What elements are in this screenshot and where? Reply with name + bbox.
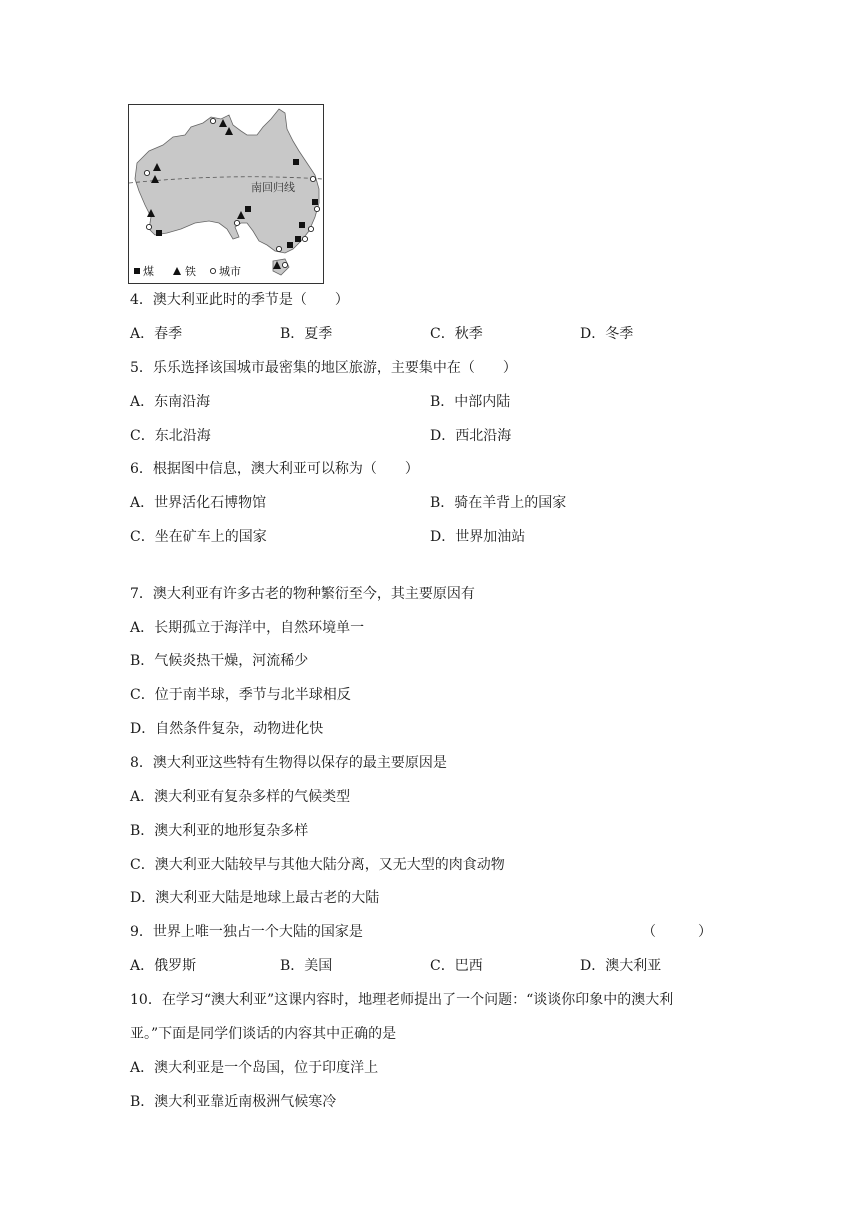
- q4-option-c[interactable]: C．秋季: [430, 326, 483, 342]
- question-10-stem-line2: 亚。”下面是同学们谈话的内容其中正确的是: [130, 1026, 397, 1042]
- coal-marker: [293, 159, 299, 165]
- city-marker: [234, 220, 239, 225]
- coal-marker: [156, 230, 162, 236]
- city-marker: [308, 226, 313, 231]
- city-marker: [310, 176, 315, 181]
- legend-city-label: 城市: [219, 265, 241, 278]
- q4-option-b[interactable]: B．夏季: [280, 326, 333, 342]
- q10-option-a[interactable]: A．澳大利亚是一个岛国，位于印度洋上: [130, 1060, 379, 1076]
- q5-option-c[interactable]: C．东北沿海: [130, 428, 211, 444]
- question-4-stem: 4．澳大利亚此时的季节是（ ）: [130, 292, 349, 308]
- coal-marker: [245, 206, 251, 212]
- q7-option-c[interactable]: C．位于南半球，季节与北半球相反: [130, 687, 351, 703]
- q4-option-d[interactable]: D．冬季: [580, 326, 634, 342]
- q6-option-d[interactable]: D．世界加油站: [430, 529, 526, 545]
- australia-resource-map: [128, 104, 324, 284]
- q7-option-d[interactable]: D．自然条件复杂，动物进化快: [130, 721, 324, 737]
- tropic-label: 南回归线: [251, 181, 295, 194]
- q9-option-c[interactable]: C．巴西: [430, 958, 483, 974]
- question-7-stem: 7．澳大利亚有许多古老的物种繁衍至今，其主要原因有: [130, 586, 475, 602]
- legend-coal-label: 煤: [143, 265, 154, 278]
- q4-option-a[interactable]: A．春季: [130, 326, 183, 342]
- q9-option-b[interactable]: B．美国: [280, 958, 333, 974]
- q10-option-b[interactable]: B．澳大利亚靠近南极洲气候寒冷: [130, 1094, 337, 1110]
- map-legend: [134, 264, 241, 278]
- coal-marker: [312, 199, 318, 205]
- q6-option-a[interactable]: A．世界活化石博物馆: [130, 495, 267, 511]
- q8-option-d[interactable]: D．澳大利亚大陆是地球上最古老的大陆: [130, 890, 380, 906]
- question-8-stem: 8．澳大利亚这些特有生物得以保存的最主要原因是: [130, 755, 447, 771]
- q8-option-b[interactable]: B．澳大利亚的地形复杂多样: [130, 823, 309, 839]
- question-6-stem: 6．根据图中信息，澳大利亚可以称为（ ）: [130, 461, 419, 477]
- city-marker: [302, 236, 307, 241]
- q6-option-c[interactable]: C．坐在矿车上的国家: [130, 529, 267, 545]
- question-5-stem: 5．乐乐选择该国城市最密集的地区旅游，主要集中在（ ）: [130, 360, 517, 376]
- q6-option-b[interactable]: B．骑在羊背上的国家: [430, 495, 567, 511]
- q8-option-a[interactable]: A．澳大利亚有复杂多样的气候类型: [130, 789, 351, 805]
- question-9-answer-blank: （ ）: [642, 924, 712, 940]
- city-marker: [276, 246, 281, 251]
- q9-option-d[interactable]: D．澳大利亚: [580, 958, 662, 974]
- q5-option-d[interactable]: D．西北沿海: [430, 428, 512, 444]
- question-9-stem: 9．世界上唯一独占一个大陆的国家是: [130, 924, 363, 940]
- city-marker: [314, 206, 319, 211]
- q8-option-c[interactable]: C．澳大利亚大陆较早与其他大陆分离，又无大型的肉食动物: [130, 857, 505, 873]
- legend-iron-label: 铁: [185, 265, 196, 278]
- q5-option-a[interactable]: A．东南沿海: [130, 394, 211, 410]
- q7-option-b[interactable]: B．气候炎热干燥，河流稀少: [130, 653, 309, 669]
- q5-option-b[interactable]: B．中部内陆: [430, 394, 511, 410]
- australia-map-svg: [129, 105, 323, 283]
- coal-marker: [299, 222, 305, 228]
- city-marker: [282, 262, 287, 267]
- q9-option-a[interactable]: A．俄罗斯: [130, 958, 197, 974]
- city-marker: [210, 118, 215, 123]
- coal-marker: [295, 236, 301, 242]
- city-marker: [144, 170, 149, 175]
- city-marker: [146, 224, 151, 229]
- coal-marker: [287, 242, 293, 248]
- question-10-stem-line1: 10．在学习“澳大利亚”这课内容时，地理老师提出了一个问题：“谈谈你印象中的澳大利: [130, 992, 674, 1008]
- q7-option-a[interactable]: A．长期孤立于海洋中，自然环境单一: [130, 620, 365, 636]
